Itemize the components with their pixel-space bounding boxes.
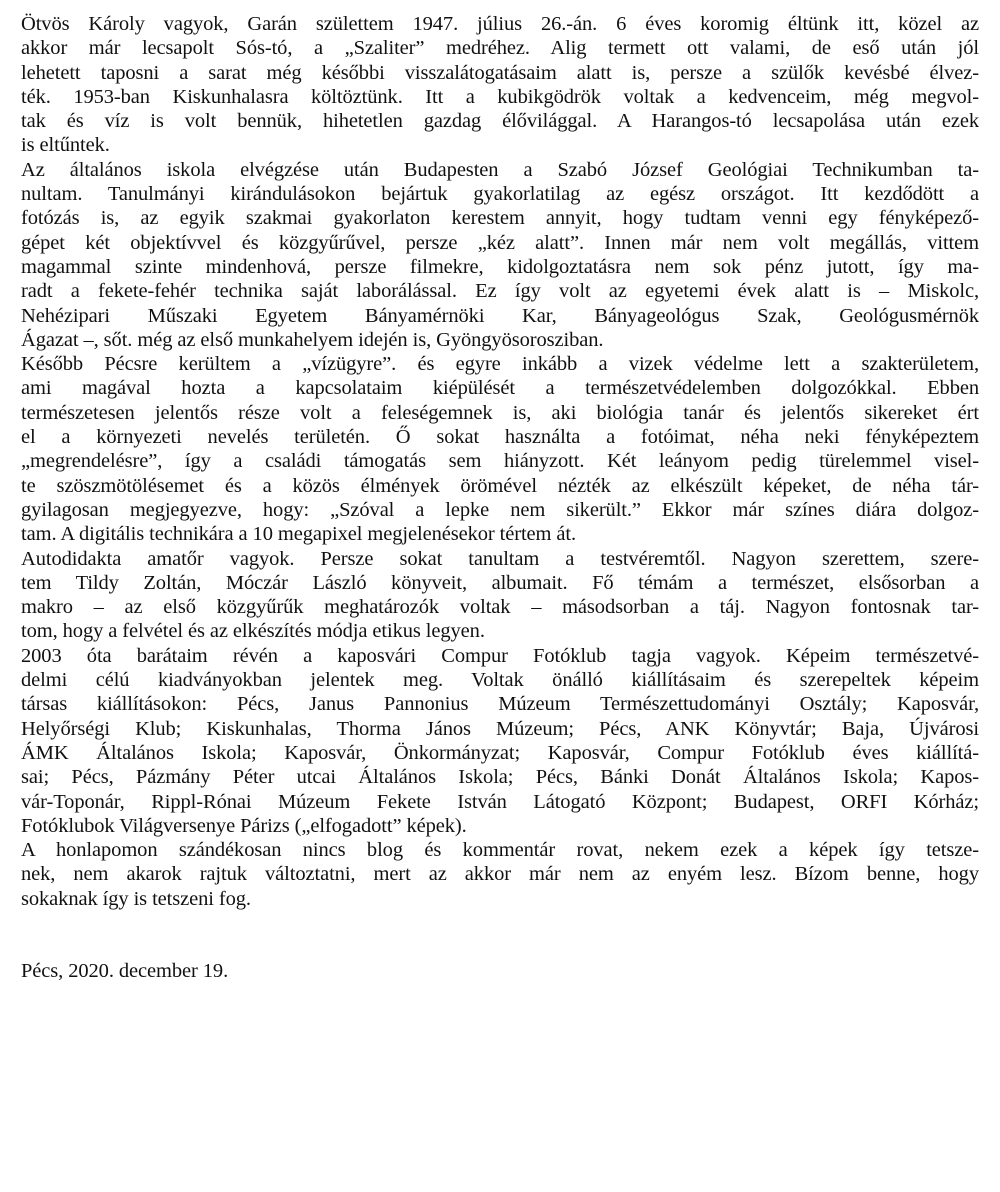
text-line: nek, nem akarok rajtuk változtatni, mert az akkor már nem az enyém lesz. Bízom benne, hogy (21, 863, 979, 886)
text-line: gépet két objektívvel és közgyűrűvel, persze „kéz alatt”. Innen már nem volt megállás, vittem (21, 231, 979, 254)
paragraph-gap (21, 911, 979, 959)
text-line: tem Tildy Zoltán, Móczár László könyveit, albumait. Fő témám a természet, elsősorban a (21, 571, 979, 594)
text-line: ami magával hozta a kapcsolataim kiépülését a természetvédelemben dolgozókkal. Ebben (21, 377, 979, 400)
paragraph-1 (21, 12, 979, 158)
text-line: gyilagosan megjegyezve, hogy: „Szóval a lepke nem sikerült.” Ekkor már színes diára dolgoz- (21, 498, 979, 521)
text-line: Autodidakta amatőr vagyok. Persze sokat tanultam a testvéremtől. Nagyon szerettem, szere- (21, 547, 979, 570)
text-line: tam. A digitális technikára a 10 megapixel megjelenésekor tértem át. (21, 523, 577, 546)
text-line: tak és víz is volt bennük, hihetetlen gazdag élővilággal. A Harangos-tó lecsapolása után ezek (21, 110, 979, 133)
text-line: ÁMK Általános Iskola; Kaposvár, Önkormányzat; Kaposvár, Compur Fotóklub éves kiállítá- (21, 741, 979, 764)
text-line: Fotóklubok Világversenye Párizs („elfogadott” képek). (21, 814, 467, 837)
paragraph-6 (21, 838, 979, 911)
text-line: természetesen jelentős része volt a feleségemnek is, aki biológia tanár és jelentős sikereket ért (21, 401, 979, 424)
text-line: Ágazat –, sőt. még az első munkahelyem idején is, Gyöngyösorosziban. (21, 328, 604, 351)
text-line: Ötvös Károly vagyok, Garán születtem 1947. július 26.-án. 6 éves koromig éltünk itt, közel az (21, 13, 979, 35)
text-line: akkor már lecsapolt Sós-tó, a „Szaliter” medréhez. Alig termett ott valami, de eső után jól (21, 37, 979, 60)
text-line: magammal szinte mindenhová, persze filmekre, kidolgoztatásra nem sok pénz jutott, így ma- (21, 255, 979, 278)
text-line: ték. 1953-ban Kiskunhalasra költöztünk. Itt a kubikgödrök voltak a kedvenceim, még megvol- (21, 85, 979, 108)
text-line: el a környezeti nevelés területén. Ő sokat használta a fotóimat, néha neki fényképeztem (21, 426, 979, 449)
text-line: Nehézipari Műszaki Egyetem Bányamérnöki Kar, Bányageológus Szak, Geológusmérnök (21, 304, 979, 327)
text-line: Helyőrségi Klub; Kiskunhalas, Thorma János Múzeum; Pécs, ANK Könyvtár; Baja, Újvárosi (21, 717, 979, 740)
paragraph-2 (21, 158, 979, 352)
text-line: makro – az első közgyűrűk meghatározók voltak – másodsorban a táj. Nagyon fontosnak tar- (21, 596, 979, 619)
text-line: Később Pécsre kerültem a „vízügyre”. és egyre inkább a vizek védelme lett a szakterületem, (21, 353, 979, 376)
paragraph-3 (21, 352, 979, 546)
document-page (21, 12, 979, 983)
text-line: „megrendelésre”, így a családi támogatás sem hiányzott. Két leányom pedig türelemmel visel- (21, 450, 979, 473)
text-line: is eltűntek. (21, 134, 110, 157)
text-line: 2003 óta barátaim révén a kaposvári Compur Fotóklub tagja vagyok. Képeim természetvé- (21, 644, 979, 667)
text-line: sai; Pécs, Pázmány Péter utcai Általános Iskola; Pécs, Bánki Donát Általános Iskola; Kapos- (21, 766, 979, 789)
text-line: radt a fekete-fehér technika saját laborálással. Ez így volt az egyetemi évek alatt is – Miskolc, (21, 280, 979, 303)
text-line: társas kiállításokon: Pécs, Janus Pannonius Múzeum Természettudományi Osztály; Kaposvár, (21, 693, 979, 716)
text-line: vár-Toponár, Rippl-Rónai Múzeum Fekete István Látogató Központ; Budapest, ORFI Kórház; (21, 790, 979, 813)
text-line: fotózás is, az egyik szakmai gyakorlaton kerestem annyit, hogy tudtam venni egy fényképező- (21, 207, 979, 230)
text-line: lehetett taposni a sarat még későbbi visszalátogatásaim alatt is, persze a szülők kevésbé élvez- (21, 61, 979, 84)
text-line: Az általános iskola elvégzése után Budapesten a Szabó József Geológiai Technikumban ta- (21, 158, 979, 181)
text-line: tom, hogy a felvétel és az elkészítés módja etikus legyen. (21, 620, 485, 643)
paragraph-5 (21, 644, 979, 838)
place-date-signature: Pécs, 2020. december 19. (21, 959, 229, 982)
text-line: sokaknak így is tetszeni fog. (21, 887, 251, 910)
text-line: te szöszmötölésemet és a közös élmények örömével nézték az elkészült képeket, de néha tár- (21, 474, 979, 497)
text-line: nultam. Tanulmányi kirándulásokon bejártuk gyakorlatilag az egész országot. Itt kezdődött a (21, 183, 979, 206)
text-line: delmi célú kiadványokban jelentek meg. Voltak önálló kiállításaim és szerepeltek képeim (21, 669, 979, 692)
paragraph-4 (21, 547, 979, 644)
text-line: A honlapomon szándékosan nincs blog és kommentár rovat, nekem ezek a képek így tetsze- (21, 839, 979, 862)
